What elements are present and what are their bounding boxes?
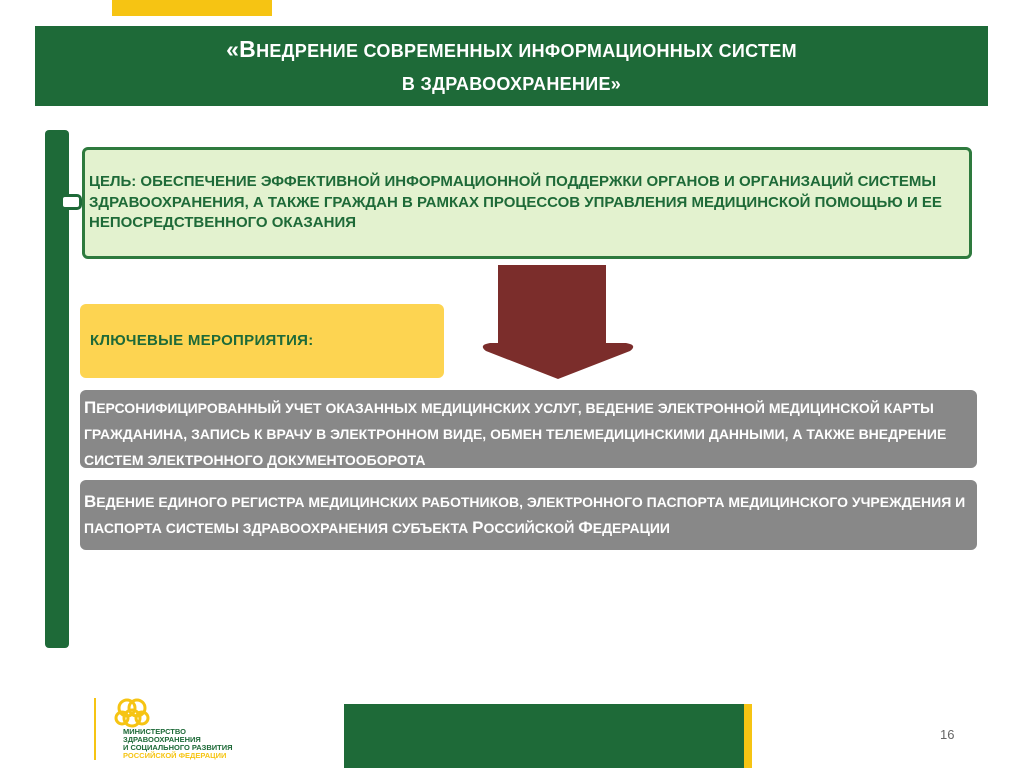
title-initial: «В — [226, 36, 257, 62]
goal-text: ЦЕЛЬ: ОБЕСПЕЧЕНИЕ ЭФФЕКТИВНОЙ ИНФОРМАЦИОННОЙ ПОДДЕРЖКИ ОРГАНОВ И ОРГАНИЗАЦИЙ СИСТЕМЫ ЗДРАВООХРАНЕНИЯ, А ТАКЖЕ ГРАЖДАН В РАМКАХ ПРОЦЕССОВ УПРАВЛЕНИЯ МЕДИЦИНСКОЙ ПОМОЩЬЮ И ЕЕ НЕПОСРЕДСТВЕННОГО ОКАЗАНИЯ — [89, 173, 942, 231]
logo-line: МИНИСТЕРСТВО — [123, 727, 186, 736]
footer-accent — [744, 704, 752, 768]
goal-box — [82, 147, 972, 259]
rail-connector — [60, 194, 82, 210]
footer-bar — [344, 704, 746, 768]
ministry-logo-text — [123, 728, 233, 760]
key-activities-box — [80, 304, 444, 378]
activity-initial: Ф — [578, 518, 593, 537]
down-arrow-icon — [478, 265, 638, 381]
logo-line: РОССИЙСКОЙ ФЕДЕРАЦИИ — [123, 751, 227, 760]
activity-text: ЕРСОНИФИЦИРОВАННЫЙ УЧЕТ ОКАЗАННЫХ МЕДИЦИНСКИХ УСЛУГ, ВЕДЕНИЕ ЭЛЕКТРОННОЙ МЕДИЦИНСКОЙ КАРТЫ ГРАЖДАНИНА, ЗАПИСЬ К ВРАЧУ В ЭЛЕКТРОННОМ ВИДЕ, ОБМЕН ТЕЛЕМЕДИЦИНСКИМИ ДАННЫМИ, А ТАКЖЕ ВНЕДРЕНИЕ СИСТЕМ ЭЛЕКТРОННОГО ДОКУМЕНТООБОРОТА — [84, 400, 947, 468]
activity-text: ЕДЕНИЕ ЕДИНОГО РЕГИСТРА МЕДИЦИНСКИХ РАБОТНИКОВ, ЭЛЕКТРОННОГО ПАСПОРТА МЕДИЦИНСКОГО УЧРЕЖДЕНИЯ И ПАСПОРТА СИСТЕМЫ ЗДРАВООХРАНЕНИЯ СУБЪЕКТА — [84, 494, 966, 536]
key-activities-label: КЛЮЧЕВЫЕ МЕРОПРИЯТИЯ: — [90, 332, 314, 349]
activity-item — [80, 390, 977, 468]
activity-initial: В — [84, 492, 97, 511]
top-accent-bar — [112, 0, 272, 16]
title-line1: НЕДРЕНИЕ СОВРЕМЕННЫХ ИНФОРМАЦИОННЫХ СИСТЕМ — [256, 41, 797, 61]
page-number: 16 — [940, 727, 955, 742]
logo-line: ЗДРАВООХРАНЕНИЯ — [123, 735, 201, 744]
title-line2: В ЗДРАВООХРАНЕНИЕ» — [401, 74, 622, 94]
activity-text: ОССИЙСКОЙ — [483, 520, 579, 536]
activity-text: ЕДЕРАЦИИ — [592, 520, 670, 536]
activity-initial: П — [84, 398, 97, 417]
slide-title — [35, 26, 988, 106]
activity-item — [80, 480, 977, 550]
activity-initial: Р — [472, 518, 484, 537]
logo-line: И СОЦИАЛЬНОГО РАЗВИТИЯ — [123, 743, 233, 752]
